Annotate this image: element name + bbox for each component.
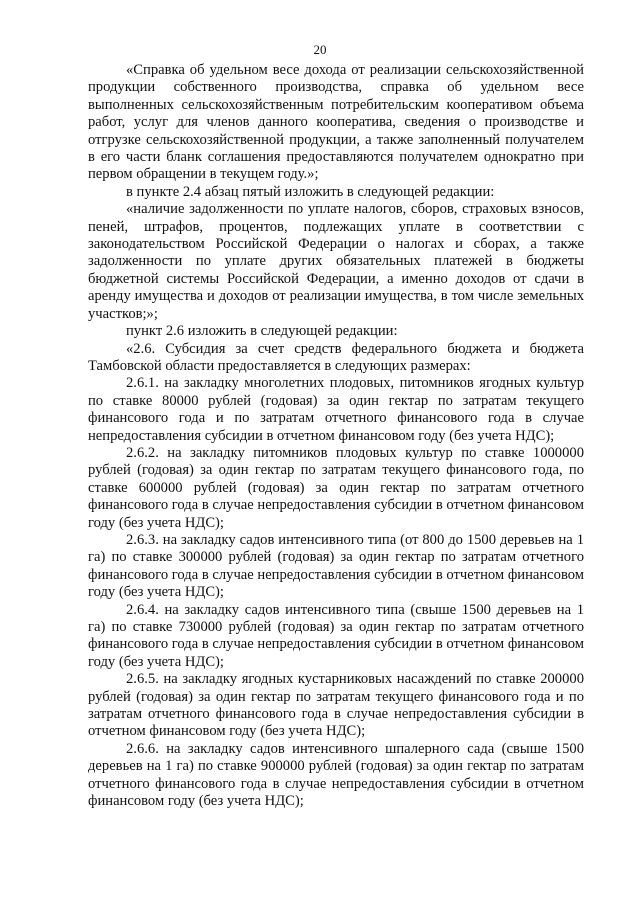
document-body <box>88 62 584 810</box>
paragraph-2-6-2: 2.6.2. на закладку питомников плодовых культур по ставке 1000000 рублей (годовая) за один гектар по затратам текущего финансового года, по ставке 600000 рублей (годовая) за один гектар по затратам отчетного финансового года в случае непредоставления субсидии в отчетном финансовом году (без учета НДС); <box>88 444 585 531</box>
paragraph-debt-conditions: «наличие задолженности по уплате налогов, сборов, страховых взносов, пеней, штрафов, процентов, подлежащих уплате в соответствии с законодательством Российской Федерации о налогах и сборах, а также задолженности по уплате других обязательных платежей в бюджеты бюджетной системы Российской Федерации, а именно доходов от сдачи в аренду имущества и доходов от реализации имущества, в том числе земельных участков;»; <box>88 201 584 322</box>
paragraph-2-6-6: 2.6.6. на закладку садов интенсивного шпалерного сада (свыше 1500 деревьев на 1 га) по ставке 900000 рублей (годовая) за один гектар по затратам отчетного финансового года в случае непредоставления субсидии в отчетном финансовом году (без учета НДС); <box>88 740 584 810</box>
paragraph-2-6: «2.6. Субсидия за счет средств федерального бюджета и бюджета Тамбовской области предоставляется в следующих размерах: <box>88 340 584 374</box>
paragraph-2-6-4: 2.6.4. на закладку садов интенсивного типа (свыше 1500 деревьев на 1 га) по ставке 730000 рублей (годовая) за один гектар по затратам отчетного финансового года в случае непредоставления субсидии в отчетном финансовом году (без учета НДС); <box>88 601 585 670</box>
page-number: 20 <box>313 42 327 57</box>
paragraph-amend-2-4: в пункте 2.4 абзац пятый изложить в следующей редакции: <box>126 183 495 200</box>
paragraph-certificate-requirements: «Справка об удельном весе дохода от реализации сельскохозяйственной продукции собственного производства, справка об удельном весе выполненных сельскохозяйственным потребительским кооперативом объема работ, услуг для членов данного кооператива, сведения о производстве и отгрузке сельскохозяйственной продукции, а также заполненный получателем в его части бланк соглашения предоставляются получателем однократно при первом обращении в текущем году.»; <box>88 62 584 183</box>
paragraph-2-6-3: 2.6.3. на закладку садов интенсивного типа (от 800 до 1500 деревьев на 1 га) по ставке 300000 рублей (годовая) за один гектар по затратам отчетного финансового года в случае непредоставления субсидии в отчетном финансовом году (без учета НДС); <box>88 531 585 601</box>
paragraph-amend-2-6: пункт 2.6 изложить в следующей редакции: <box>126 323 398 340</box>
paragraph-2-6-1: 2.6.1. на закладку многолетних плодовых, питомников ягодных культур по ставке 80000 рублей (годовая) за один гектар по затратам текущего финансового года и по затратам отчетного финансового года в случае непредоставления субсидии в отчетном финансовом году (без учета НДС); <box>88 375 584 444</box>
paragraph-2-6-5: 2.6.5. на закладку ягодных кустарниковых насаждений по ставке 200000 рублей (годовая) за один гектар по затратам текущего финансового года и по затратам отчетного финансового года в случае непредоставления субсидии в отчетном финансовом году (без учета НДС); <box>88 671 584 740</box>
